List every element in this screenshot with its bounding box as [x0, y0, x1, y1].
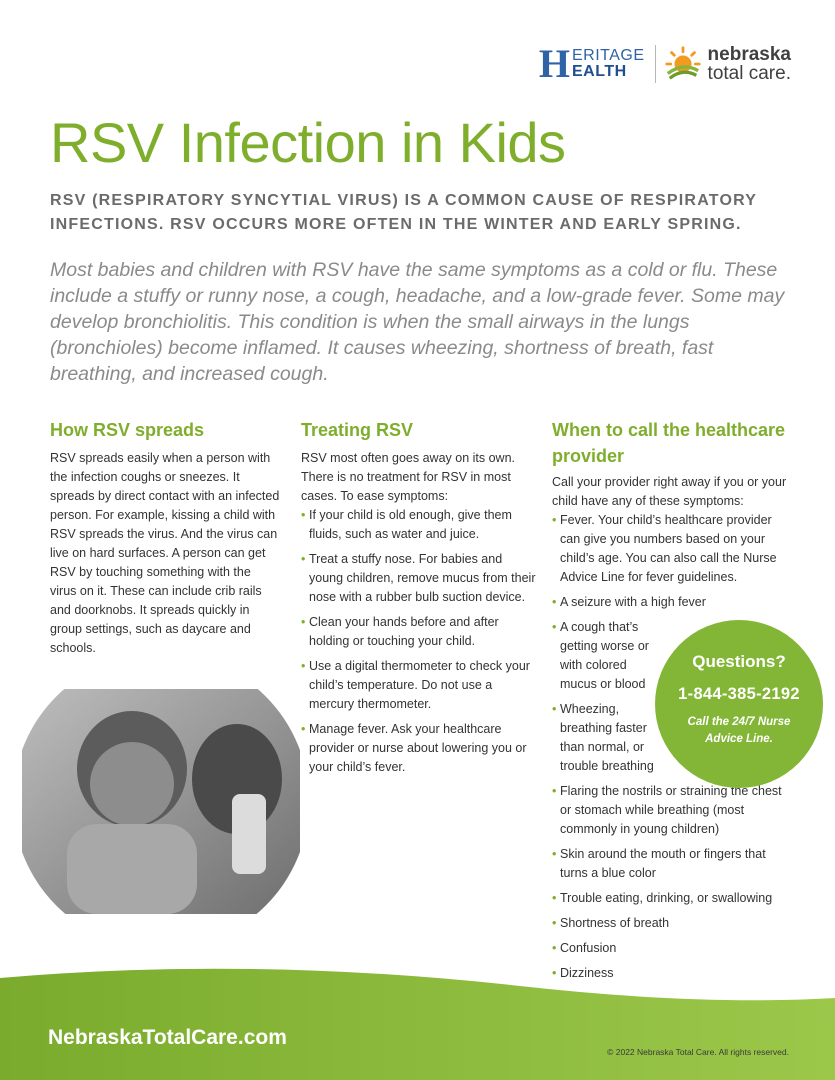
intro-paragraph: Most babies and children with RSV have the same symptoms as a cold or flu. These include a stuffy or runny nose, a cough, headache, and a low-grade fever. Some may develop bronchiolitis. This condition is when the small airways in the lungs (bronchioles) become inflamed. It causes wheezing, shortness of breath, fast breathing, and increased cough. [50, 259, 785, 385]
ntc-logo-line1: nebraska [707, 43, 791, 65]
list-item: • Use a digital thermometer to check your child’s temperature. Do not use a mercury thermometer. [301, 657, 536, 714]
list-item: • Trouble eating, drinking, or swallowing [552, 889, 792, 908]
logo-divider [655, 45, 656, 83]
section-heading: How RSV spreads [50, 420, 205, 440]
list-item: • If your child is old enough, give them fluids, such as water and juice. [301, 506, 536, 544]
heritage-logo-line1: ERITAGE [572, 47, 645, 64]
heritage-h-mark: H [538, 41, 570, 86]
nurse-phone-number[interactable]: 1-844-385-2192 [678, 685, 800, 703]
questions-callout [655, 620, 823, 788]
list-item: • A cough that’s getting worse or with colored mucus or blood [552, 618, 655, 694]
treatment-list [301, 506, 536, 777]
section-intro: RSV most often goes away on its own. There is no treatment for RSV in most cases. To ease symptoms: [301, 451, 515, 503]
heritage-logo-line2: EALTH [572, 63, 627, 80]
treating-rsv-section [301, 417, 536, 783]
section-heading: When to call the healthcare provider [552, 420, 786, 466]
copyright-notice: © 2022 Nebraska Total Care. All rights reserved. [607, 1047, 789, 1057]
website-link[interactable]: NebraskaTotalCare.com [48, 1026, 287, 1049]
child-with-bottle-photo [22, 689, 300, 914]
list-item: • Flaring the nostrils or straining the chest or stomach while breathing (most commonly in young children) [552, 782, 792, 839]
questions-title: Questions? [692, 652, 786, 671]
list-item: • Skin around the mouth or fingers that turns a blue color [552, 845, 792, 883]
nebraska-sun-icon [664, 45, 702, 83]
list-item: • A seizure with a high fever [552, 593, 792, 612]
ntc-logo-line2: total care. [707, 63, 791, 84]
list-item: • Wheezing, breathing faster than normal, or trouble breathing [552, 700, 655, 776]
page-subtitle: RSV (RESPIRATORY SYNCYTIAL VIRUS) IS A COMMON CAUSE OF RESPIRATORY INFECTIONS. RSV OCCURS MORE OFTEN IN THE WINTER AND EARLY SPRING. [50, 192, 757, 233]
header-logos [538, 41, 791, 86]
list-item: • Manage fever. Ask your healthcare provider or nurse about lowering you or your child’s fever. [301, 720, 536, 777]
list-item: • Treat a stuffy nose. For babies and young children, remove mucus from their nose with a rubber bulb suction device. [301, 550, 536, 607]
heritage-health-logo [538, 41, 645, 86]
nebraska-total-care-logo [708, 45, 791, 84]
list-item: • Confusion [552, 939, 792, 958]
footer-wave [0, 960, 835, 1080]
list-item: • Fever. Your child’s healthcare provider can give you numbers based on your child’s age. You can also call the Nurse Advice Line for fever guidelines. [552, 511, 792, 587]
list-item: • Dizziness [552, 964, 792, 983]
nurse-line-note: Call the 24/7 Nurse Advice Line. [687, 716, 791, 745]
page-title: RSV Infection in Kids [50, 111, 566, 174]
section-intro: Call your provider right away if you or your child have any of these symptoms: [552, 475, 787, 508]
section-body: RSV spreads easily when a person with the infection coughs or sneezes. It spreads by direct contact with an infected person. For example, kissing a child with RSV spreads the virus. And the virus can live on hard surfaces. A person can get RSV by touching something with the virus on it. These can include crib rails and doorknobs. It spreads quickly in group settings, such as daycare and schools. [50, 451, 280, 655]
list-item: • Clean your hands before and after holding or touching your child. [301, 613, 536, 651]
how-rsv-spreads-section [50, 417, 280, 658]
section-heading: Treating RSV [301, 420, 414, 440]
list-item: • Shortness of breath [552, 914, 792, 933]
